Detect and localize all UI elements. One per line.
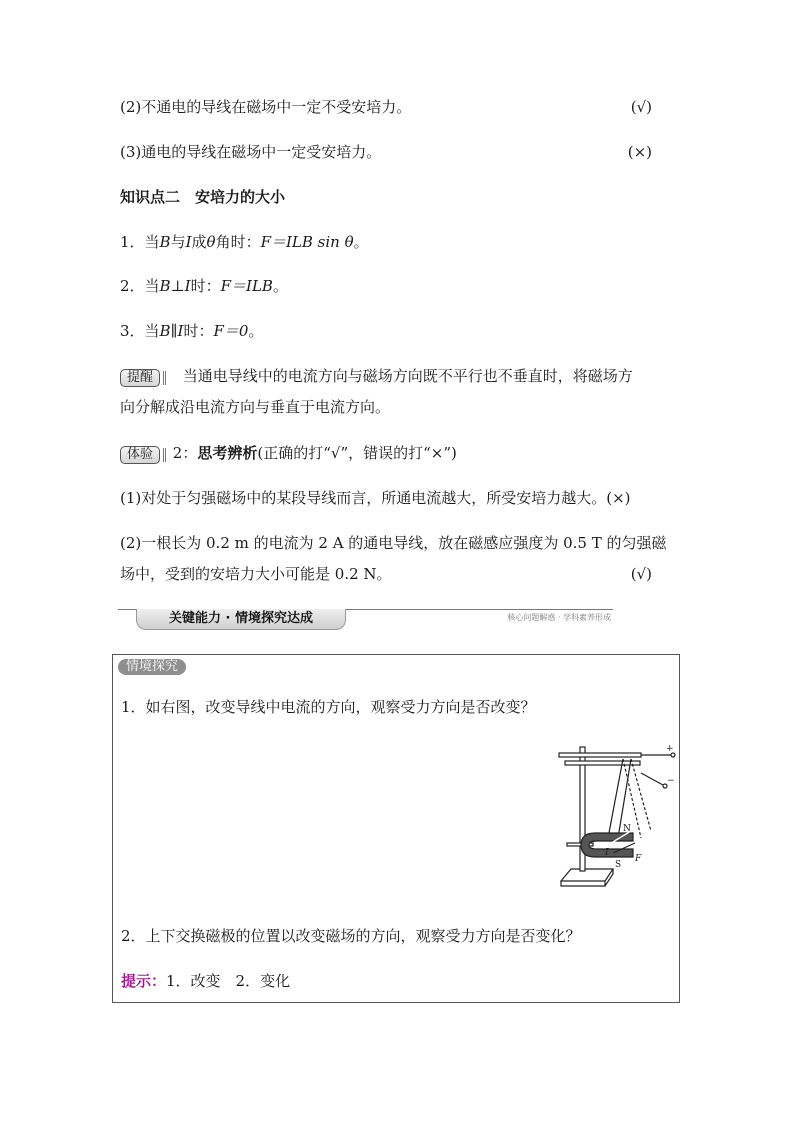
hint-label: 提示： bbox=[121, 972, 167, 990]
experience-heading: 思考辨析 bbox=[197, 444, 258, 462]
tip-text-1: 当通电导线中的电流方向与磁场方向既不平行也不垂直时，将磁场方 bbox=[182, 367, 633, 385]
minus-label: − bbox=[667, 776, 675, 786]
force-label: F bbox=[635, 854, 642, 864]
rule-1-pre: 1．当 bbox=[120, 233, 160, 251]
experience-num: 2： bbox=[172, 444, 198, 462]
knowledge-heading: 知识点二 安培力的大小 bbox=[120, 188, 286, 206]
tip-line-1 bbox=[120, 366, 633, 387]
south-label: S bbox=[615, 860, 622, 870]
plus-label: + bbox=[666, 744, 674, 754]
rule-1 bbox=[120, 232, 369, 252]
rule-1-i: I bbox=[185, 233, 192, 251]
rule-3-pre: 3．当 bbox=[120, 322, 160, 340]
rule-1-formula: F＝ILB sin θ bbox=[260, 233, 354, 251]
north-label: N bbox=[623, 824, 631, 834]
experience-2-line-1: (2)一根长为 0.2 m 的电流为 2 A 的通电导线，放在磁感应强度为 0.5 T 的匀强磁 bbox=[120, 534, 667, 552]
scenario-question-2: 2．上下交换磁极的位置以改变磁场的方向，观察受力方向是否变化？ bbox=[121, 927, 581, 945]
rule-2-pre: 2．当 bbox=[120, 277, 160, 295]
statement-2-mark: (√) bbox=[630, 98, 652, 116]
rule-2 bbox=[120, 276, 288, 296]
experience-title bbox=[120, 443, 457, 464]
experience-tag: 体验 bbox=[120, 446, 160, 464]
rule-2-post: 时： bbox=[190, 277, 221, 295]
scenario-hint bbox=[121, 971, 290, 991]
rule-1-cheng: 成 bbox=[191, 233, 207, 251]
section-subtitle: 核心问题解惑 · 学科素养形成 bbox=[507, 613, 611, 622]
experience-heading-tail: (正确的打“√”，错误的打“×”) bbox=[257, 444, 457, 462]
experience-2-line-2: 场中，受到的安培力大小可能是 0.2 N。 bbox=[120, 565, 392, 583]
experience-1: (1)对处于匀强磁场中的某段导线而言，所通电流越大，所受安培力越大。(×) bbox=[120, 489, 631, 507]
rule-3-expr: B∥I bbox=[159, 322, 184, 340]
rule-1-theta: θ bbox=[206, 233, 216, 251]
rule-3-end: 。 bbox=[248, 322, 264, 340]
rule-2-end: 。 bbox=[272, 277, 288, 295]
tip-line-2: 向分解成沿电流方向与垂直于电流方向。 bbox=[120, 398, 391, 416]
experience-2-mark: (√) bbox=[630, 565, 652, 583]
rule-1-with: 与 bbox=[170, 233, 186, 251]
statement-2: (2)不通电的导线在磁场中一定不受安培力。 bbox=[120, 98, 412, 116]
scenario-question-1: 1．如右图，改变导线中电流的方向，观察受力方向是否改变？ bbox=[121, 698, 536, 716]
scenario-tag: 情境探究 bbox=[118, 659, 186, 675]
rule-3-formula: F＝0 bbox=[213, 322, 249, 340]
apparatus-figure bbox=[553, 743, 678, 893]
rule-1-end: 。 bbox=[353, 233, 369, 251]
rule-3 bbox=[120, 321, 263, 341]
hint-text: 1．改变 2．变化 bbox=[166, 972, 291, 990]
rule-1-b: B bbox=[159, 233, 171, 251]
statement-3: (3)通电的导线在磁场中一定受安培力。 bbox=[120, 143, 382, 161]
section-title: 关键能力 · 情境探究达成 bbox=[136, 609, 346, 630]
rule-3-post: 时： bbox=[183, 322, 214, 340]
rule-2-formula: F＝ILB bbox=[220, 277, 273, 295]
scenario-box bbox=[112, 654, 680, 1003]
rule-2-expr: B⊥I bbox=[159, 277, 191, 295]
statement-3-mark: (×) bbox=[627, 143, 652, 161]
section-header bbox=[118, 606, 613, 630]
rule-1-post: 角时： bbox=[215, 233, 261, 251]
current-label: I bbox=[605, 848, 609, 858]
tip-tag: 提醒 bbox=[120, 369, 160, 387]
